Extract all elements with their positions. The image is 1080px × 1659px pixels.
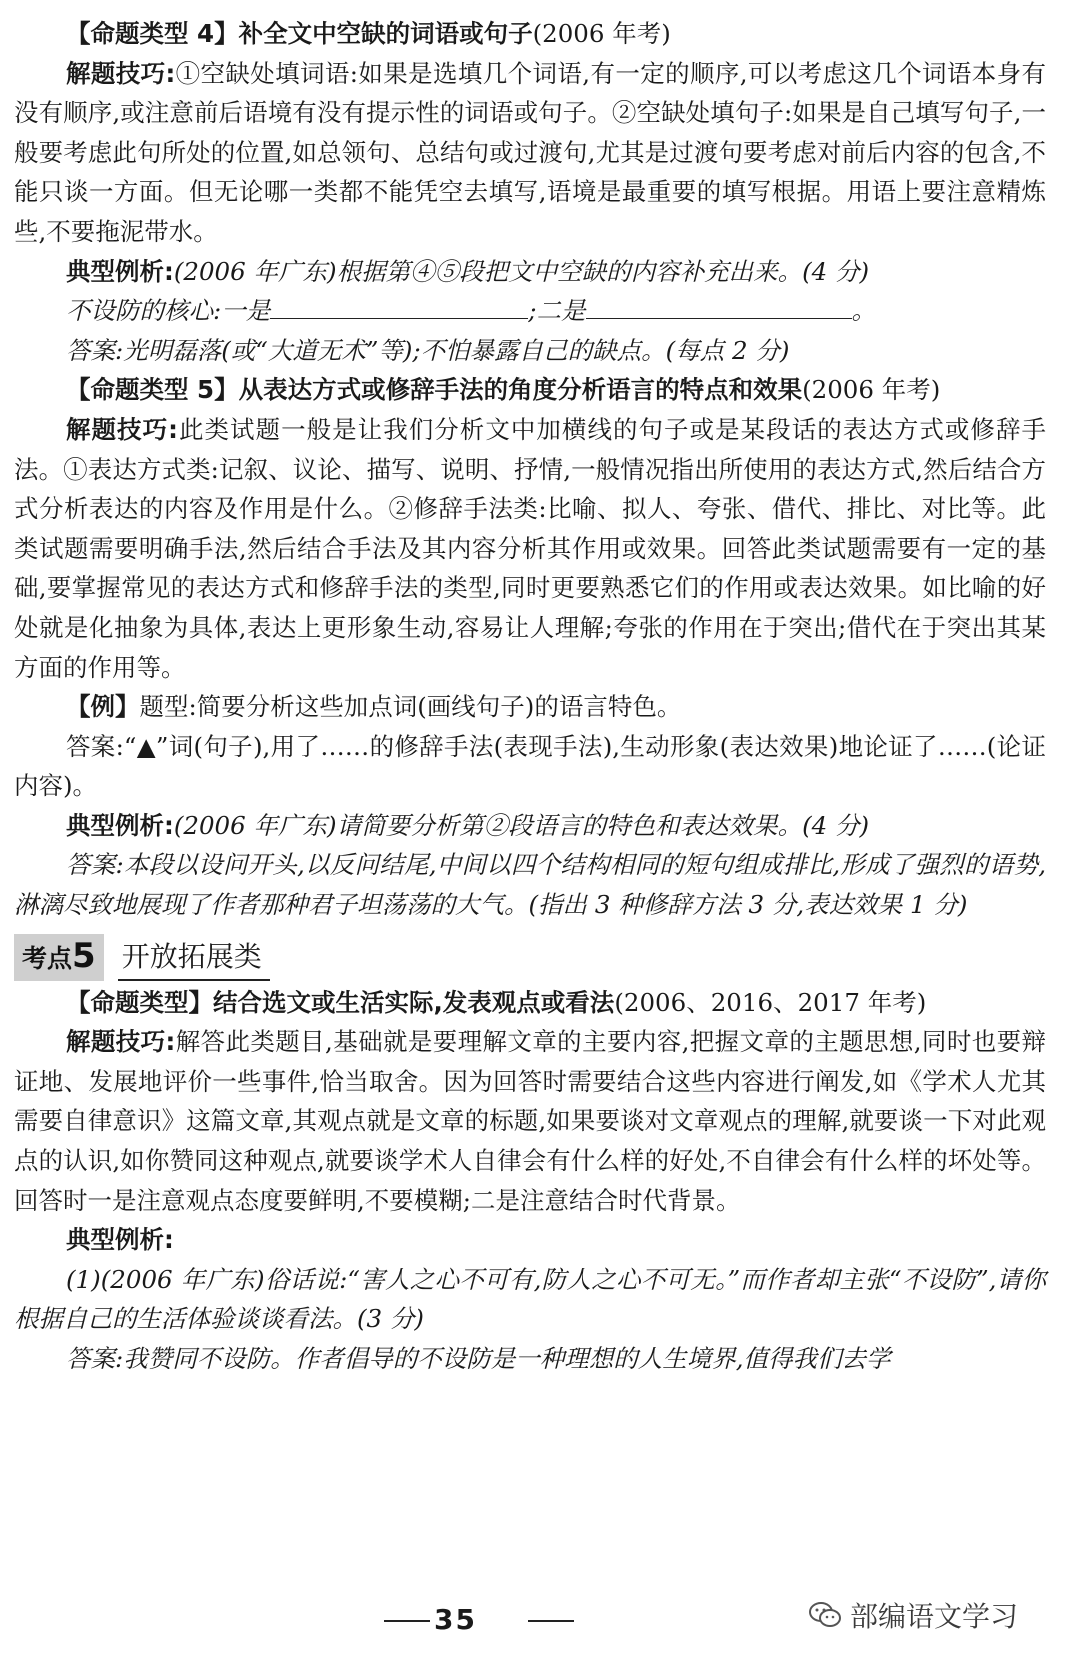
- type5-ex-answer: 答案:“▲”词(句子),用了……的修辞手法(表现手法),生动形象(表达效果)地论证了……(论证内容)。: [14, 731, 1046, 801]
- page-number: 35: [434, 1603, 477, 1636]
- type6-answer: 答案:我赞同不设防。作者倡导的不设防是一种理想的人生境界,值得我们去学: [66, 1344, 891, 1373]
- section-title: 开放拓展类: [118, 935, 270, 981]
- type4-answer: 答案:光明磊落(或“大道无术”等);不怕暴露自己的缺点。(每点 2 分): [66, 335, 790, 365]
- answer-blank-1: [270, 292, 528, 319]
- type5-example-text: (2006 年广东)请简要分析第②段语言的特色和表达效果。(4 分): [173, 810, 870, 840]
- watermark: [808, 1595, 1018, 1635]
- type5-ex-text: 题型:简要分析这些加点词(画线句子)的语言特色。: [139, 692, 682, 722]
- type5-answer: 答案:本段以设问开头,以反问结尾,中间以四个结构相同的短句组成排比,形成了强烈的语势,淋漓尽致地展现了作者那种君子坦荡荡的大气。(指出 3 种修辞方法 3 分,表达效果 1 分): [14, 850, 1046, 920]
- type6-example-label: 典型例析:: [66, 1225, 174, 1255]
- type4-example-label: 典型例析:: [66, 256, 174, 286]
- type5-tip: [14, 410, 1046, 687]
- type4-heading-line: [14, 14, 1046, 54]
- section-heading: [14, 929, 1046, 981]
- type6-year: (2006、2016、2017 年考): [614, 987, 927, 1017]
- type4-blank-line: [14, 291, 1046, 331]
- type6-tip: [14, 1022, 1046, 1220]
- type5-ex: [14, 687, 1046, 727]
- type6-question-1: (1)(2006 年广东)俗话说:“害人之心不可有,防人之心不可无。”而作者却主张“不设防”,请你根据自己的生活体验谈谈看法。(3 分): [14, 1264, 1046, 1334]
- type5-heading-line: [14, 370, 1046, 410]
- type5-ex-label: 【例】: [66, 692, 140, 722]
- type6-heading: 【命题类型】结合选文或生活实际,发表观点或看法: [66, 987, 615, 1017]
- section-badge: [14, 934, 104, 981]
- type4-example-text: (2006 年广东)根据第④⑤段把文中空缺的内容补充出来。(4 分): [173, 256, 870, 286]
- answer-blank-2: [586, 292, 852, 319]
- type4-blank-prefix: 不设防的核心:一是: [66, 296, 271, 326]
- section-badge-num: 5: [72, 935, 96, 976]
- type4-year: (2006 年考): [532, 19, 671, 48]
- type5-example-label: 典型例析:: [66, 810, 174, 840]
- page-number-dash-left: [384, 1620, 430, 1622]
- type6-tip-label: 解题技巧:: [66, 1027, 176, 1057]
- page-content: [14, 14, 1046, 1379]
- type4-tip: [14, 54, 1046, 252]
- section-badge-text: 考点: [22, 943, 73, 973]
- type5-tip-text: 此类试题一般是让我们分析文中加横线的句子或是某段话的表达方式或修辞手法。①表达方式类:记叙、议论、描写、说明、抒情,一般情况指出所使用的表达方式,然后结合方式分析表达的内容及作用是什么。②修辞手法类:比喻、拟人、夸张、借代、排比、对比等。此类试题需要明确手法,然后结合手法及其内容分析其作用或效果。回答此类试题需要有一定的基础,要掌握常见的表达方式和修辞手法的类型,同时更要熟悉它们的作用或表达效果。如比喻的好处就是化抽象为具体,表达上更形象生动,容易让人理解;夸张的作用在于突出;借代在于突出其某方面的作用等。: [14, 414, 1046, 682]
- type5-heading: 【命题类型 5】从表达方式或修辞手法的角度分析语言的特点和效果: [66, 375, 803, 405]
- type5-example: [14, 806, 1046, 846]
- type4-tip-label: 解题技巧:: [66, 58, 176, 88]
- page-footer: [0, 1600, 1080, 1643]
- type6-heading-line: [14, 983, 1046, 1023]
- watermark-text: 部编语文学习: [849, 1600, 1018, 1633]
- type4-heading: 【命题类型 4】补全文中空缺的词语或句子: [66, 19, 533, 48]
- type6-tip-text: 解答此类题目,基础就是要理解文章的主要内容,把握文章的主题思想,同时也要辩证地、发展地评价一些事件,恰当取舍。因为回答时需要结合这些内容进行阐发,如《学术人尤其需要自律意识》这篇文章,其观点就是文章的标题,如果要谈对文章观点的理解,就要谈一下对此观点的认识,如你赞同这种观点,就要谈学术人自律会有什么样的好处,不自律会有什么样的坏处等。回答时一是注意观点态度要鲜明,不要模糊;二是注意结合时代背景。: [14, 1027, 1046, 1215]
- type4-tip-text: ①空缺处填词语:如果是选填几个词语,有一定的顺序,可以考虑这几个词语本身有没有顺序,或注意前后语境有没有提示性的词语或句子。②空缺处填句子:如果是自己填写句子,一般要考虑此句所处的位置,如总领句、总结句或过渡句,尤其是过渡句要考虑对前后内容的包含,不能只谈一方面。但无论哪一类都不能凭空去填写,语境是最重要的填写根据。用语上要注意精炼些,不要拖泥带水。: [14, 58, 1046, 246]
- type4-example: [14, 252, 1046, 292]
- type4-blank-end: 。: [851, 296, 877, 326]
- wechat-icon: [808, 1601, 842, 1629]
- type5-year: (2006 年考): [802, 375, 941, 405]
- page-number-dash-right: [528, 1620, 574, 1622]
- type4-blank-mid: ;二是: [528, 296, 586, 326]
- type5-tip-label: 解题技巧:: [66, 414, 178, 444]
